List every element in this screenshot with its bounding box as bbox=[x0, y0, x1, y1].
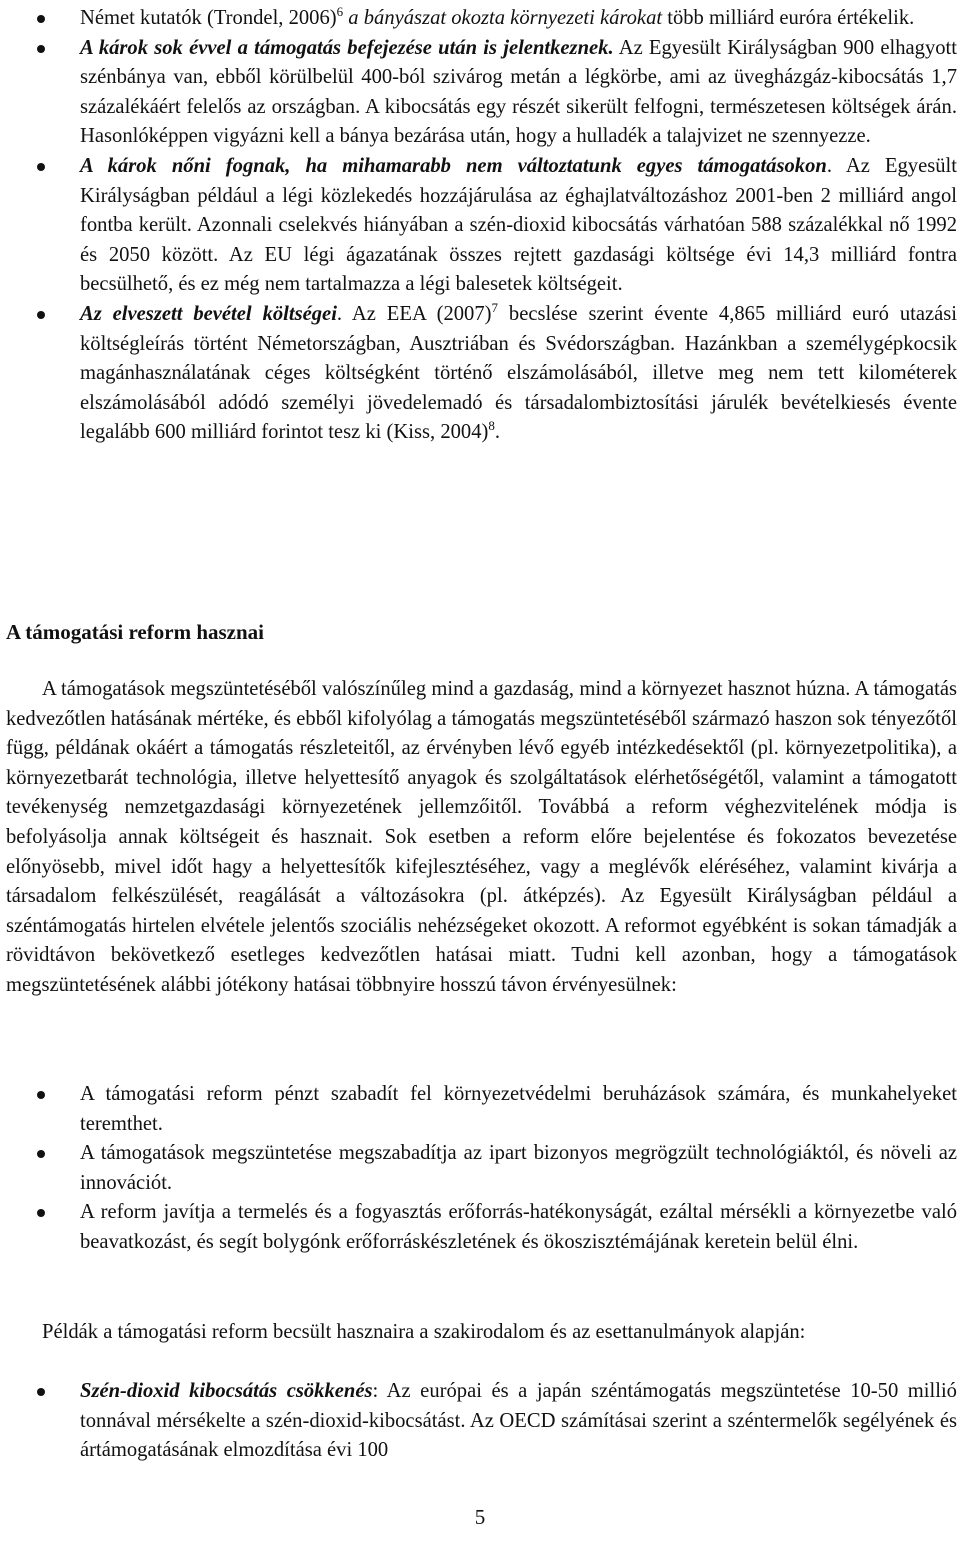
list-item: A támogatási reform pénzt szabadít fel környezetvédelmi beruházások számára, és munkahelyeket teremthet. bbox=[80, 1080, 957, 1139]
body-paragraph bbox=[6, 1318, 957, 1348]
paragraph-text: Példák a támogatási reform becsült hasznaira a szakirodalom és az esettanulmányok alapján: bbox=[42, 1321, 806, 1343]
bullet-emphasis: Szén-dioxid kibocsátás csökkenés bbox=[80, 1380, 373, 1402]
footnote-ref[interactable]: 6 bbox=[336, 4, 344, 19]
bullet-text: : Az európai és a japán széntámogatás megszüntetése 10-50 millió tonnával mérsékelte a szén-dioxid-kibocsátást. Az OECD számításai szerint a széntermelők segélyének és ártámogatásának elmozdítása évi 100 bbox=[80, 1380, 957, 1462]
bullet-text: . Az Egyesült Királyságban például a légi közlekedés hozzájárulása az éghajlatváltozáshoz 2001-ben 2 milliárd angol fontba került. Azonnali cselekvés hiányában a szén-dioxid kibocsátás várhatóan 588 százalékkal nő 1992 és 2050 között. Az EU légi ágazatának összes rejtett gazdasági költsége évi 14,3 milliárd fontra becsülhető, és ez még nem tartalmazza a légi balesetek költségeit. bbox=[80, 154, 957, 296]
list-item bbox=[80, 1377, 957, 1466]
bullet-text: Az Egyesült Királyságban 900 elhagyott szénbánya van, ebből körülbelül 400-ból szivárog metán a légkörbe, ami az üvegházgáz-kibocsátás 1,7 százalékáért felelős az országban. A kibocsátás egy részét sikerült felfogni, természetesen költségek árán. Hasonlóképpen vigyázni kell a bánya bezárása után, hogy a hulladék a talajvizet ne szennyezze. bbox=[80, 36, 957, 148]
examples-list bbox=[0, 1377, 957, 1466]
page-number: 5 bbox=[474, 1505, 486, 1529]
list-item: A támogatások megszüntetése megszabadítja az ipart bizonyos megrögzült technológiáktól, és növeli az innovációt. bbox=[80, 1139, 957, 1198]
bullet-emphasis: Az elveszett bevétel költségei bbox=[80, 302, 337, 325]
bullet-emphasis: A károk nőni fognak, ha mihamarabb nem változtatunk egyes támogatásokon bbox=[80, 154, 827, 177]
list-item: A reform javítja a termelés és a fogyasztás erőforrás-hatékonyságát, ezáltal mérsékli a környezetbe való beavatkozást, és segít bolygónk erőforráskészletének és ökoszisztémájának keretein belül élni. bbox=[80, 1198, 957, 1257]
bullet-text: becslése szerint évente 4,865 milliárd euró utazási költségleírás történt Németországban, Ausztriában és Svédországban. Hazánkban a személygépkocsik magánhasználatának céges költségként történő elszámolásából, illetve meg nem tett kilométerek elszámolásából adódó személyi jövedelemadó és társadalombiztosítási járulék bevételkiesés évente legalább 600 milliárd forintot tesz ki (Kiss, 2004) bbox=[80, 302, 957, 444]
paragraph-text: A támogatások megszüntetéséből valószínűleg mind a gazdaság, mind a környezet hasznot húzna. A támogatás kedvezőtlen hatásának mértéke, és ebből kifolyólag a támogatás megszüntetéséből származó haszon sok tényezőtől függ, példának okáért a támogatás részleteitől, az érvényben lévő egyéb intézkedésektől (pl. környezetpolitika), a környezetbarát technológia, illetve helyettesítő anyagok és szolgáltatások elérhetőségétől, valamint a támogatott tevékenység nemzetgazdasági környezetének jellemzőitől. Továbbá a reform véghezvitelének módja is befolyásolja annak költségeit és hasznait. Sok esetben a reform előre bejelentése és fokozatos bevezetése előnyösebb, mivel időt hagy a helyettesítők kifejlesztéséhez, vagy a meglévők eléréséhez, valamint kivárja a társadalom felkészülését, reagálását a változásokra (pl. átképzés). Az Egyesült Királyságban például a széntámogatás hirtelen elvétele jelentős szociális nehézségeket okozott. A reformot egyébként is sokan támadják a rövidtávon bekövetkező esetleges kedvezőtlen hatásai miatt. Tudni kell azonban, hogy a támogatások megszüntetésének alábbi jótékony hatásai többnyire hosszú távon érvényesülnek: bbox=[6, 678, 957, 996]
bullet-emphasis: A károk sok évvel a támogatás befejezése után is jelentkeznek. bbox=[80, 36, 614, 59]
bullet-text: több milliárd euróra értékelik. bbox=[662, 7, 915, 29]
bullet-text: . bbox=[494, 421, 501, 444]
section-heading: A támogatási reform hasznai bbox=[6, 620, 264, 644]
body-paragraph bbox=[6, 675, 957, 1001]
list-item bbox=[80, 300, 957, 448]
cost-bullet-list bbox=[0, 4, 957, 448]
list-item bbox=[80, 152, 957, 300]
bullet-emphasis: a bányászat okozta környezeti károkat bbox=[343, 7, 663, 29]
list-item bbox=[80, 4, 957, 34]
list-item bbox=[80, 34, 957, 152]
footnote-ref[interactable]: 7 bbox=[491, 299, 499, 315]
footnote-ref[interactable]: 8 bbox=[488, 418, 495, 434]
bullet-text: Német kutatók (Trondel, 2006) bbox=[80, 7, 337, 29]
benefits-list bbox=[0, 1080, 957, 1258]
bullet-text: . Az EEA (2007) bbox=[336, 302, 492, 325]
